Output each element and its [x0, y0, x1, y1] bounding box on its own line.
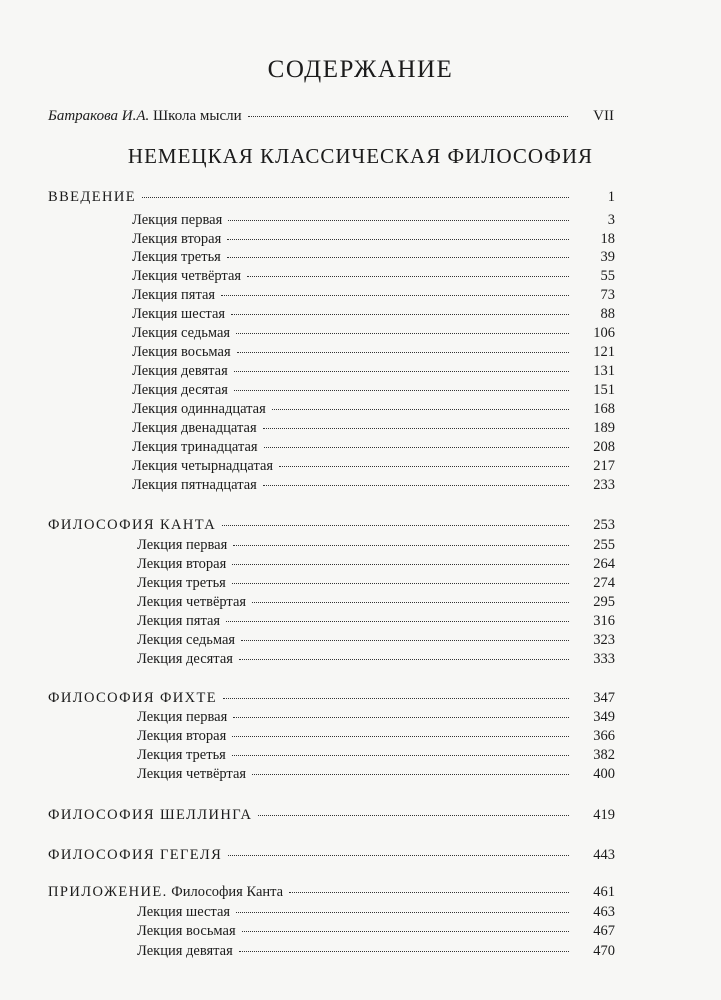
leader-dots	[227, 239, 569, 240]
toc-lecture-entry-page: 316	[593, 613, 615, 629]
toc-lecture-entry-page: 151	[593, 382, 615, 398]
toc-lecture-entry-page: 168	[593, 401, 615, 417]
leader-dots	[263, 485, 569, 486]
toc-section-entry-title: ФИЛОСОФИЯ ШЕЛЛИНГА	[48, 807, 253, 823]
leader-dots	[226, 621, 569, 622]
leader-dots	[289, 892, 569, 893]
toc-lecture-entry-label	[137, 593, 246, 611]
toc-lecture-entry-title: Лекция первая	[132, 212, 223, 228]
toc-lecture-entry	[137, 650, 615, 668]
toc-lecture-entry-label	[137, 612, 220, 630]
leader-dots	[279, 466, 569, 467]
toc-lecture-entry-title: Лекция седьмая	[137, 632, 236, 648]
toc-intro-label	[48, 107, 242, 125]
toc-lecture-entry	[137, 765, 615, 783]
toc-lecture-entry-label	[137, 574, 226, 592]
toc-lecture-entry-label	[132, 438, 258, 456]
toc-lecture-entry-title: Лекция четвёртая	[132, 268, 242, 284]
leader-dots	[272, 409, 569, 410]
toc-section-entry-title-suffix: Философия Канта	[167, 884, 284, 900]
toc-lecture-entry	[132, 476, 615, 494]
toc-lecture-entry-label	[137, 903, 230, 921]
toc-lecture-entry-page: 295	[593, 594, 615, 610]
leader-dots	[258, 815, 569, 816]
toc-lecture-entry-title: Лекция третья	[137, 575, 226, 591]
toc-lecture-entry-title: Лекция шестая	[132, 306, 226, 322]
toc-lecture-entry	[137, 708, 615, 726]
leader-dots	[237, 352, 569, 353]
toc-lecture-entry	[132, 267, 615, 285]
toc-lecture-entry-label	[137, 727, 226, 745]
leader-dots	[236, 333, 569, 334]
toc-lecture-entry	[137, 746, 615, 764]
toc-section-entry	[48, 689, 615, 707]
toc-lecture-entry	[132, 381, 615, 399]
toc-lecture-entry-title: Лекция третья	[137, 747, 226, 763]
toc-lecture-entry-label	[137, 650, 233, 668]
toc-lecture-entry-title: Лекция пятая	[132, 287, 216, 303]
toc-lecture-entry-title: Лекция первая	[137, 537, 228, 553]
leader-dots	[264, 447, 569, 448]
toc-lecture-entry-page: 274	[593, 575, 615, 591]
toc-lecture-entry-page: 467	[593, 923, 615, 939]
toc-lecture-entry-page: 470	[593, 943, 615, 959]
toc-lecture-entry-label	[132, 305, 225, 323]
toc-section-entry-page: 1	[607, 189, 615, 205]
toc-lecture-entry-label	[132, 230, 221, 248]
leader-dots	[234, 390, 569, 391]
leader-dots	[263, 428, 569, 429]
toc-lecture-entry-title: Лекция первая	[137, 709, 228, 725]
toc-intro-author: Батракова И.А.	[48, 108, 150, 124]
toc-lecture-entry-title: Лекция десятая	[137, 651, 233, 667]
toc-lecture-entry-page: 400	[593, 766, 615, 782]
toc-lecture-entry-title: Лекция третья	[132, 249, 221, 265]
toc-lecture-entry-page: 88	[600, 306, 615, 322]
toc-section-entry-page: 419	[593, 807, 615, 823]
leader-dots	[247, 276, 569, 277]
toc-section-entry-title: ВВЕДЕНИЕ	[48, 189, 136, 205]
toc-section-entry	[48, 846, 615, 864]
toc-intro-entry	[48, 107, 614, 125]
toc-section-entry-title: ПРИЛОЖЕНИЕ.	[48, 884, 168, 900]
toc-lecture-entry-page: 106	[593, 325, 615, 341]
toc-lecture-entry	[137, 922, 615, 940]
toc-section-entry	[48, 883, 615, 901]
leader-dots	[232, 755, 569, 756]
toc-section-entry-page: 347	[593, 690, 615, 706]
toc-section-entry-page: 443	[593, 847, 615, 863]
toc-lecture-entry-title: Лекция четвёртая	[137, 766, 247, 782]
toc-lecture-entry-label	[132, 476, 257, 494]
toc-section-entry-label	[48, 846, 222, 864]
toc-lecture-entry-title: Лекция четвёртая	[137, 594, 247, 610]
toc-intro-page: VII	[593, 108, 614, 124]
toc-lecture-entry	[132, 457, 615, 475]
toc-lecture-entry-page: 55	[600, 268, 615, 284]
toc-intro-text: Школа мысли	[153, 108, 242, 124]
leader-dots	[227, 257, 569, 258]
toc-lecture-entry	[132, 419, 615, 437]
toc-lecture-entry-label	[132, 419, 257, 437]
leader-dots	[242, 931, 569, 932]
leader-dots	[232, 583, 569, 584]
toc-lecture-entry-label	[132, 267, 241, 285]
toc-lecture-entry	[132, 211, 615, 229]
toc-lecture-entry-label	[137, 746, 226, 764]
leader-dots	[232, 736, 569, 737]
leader-dots	[234, 371, 569, 372]
toc-lecture-entry-title: Лекция девятая	[132, 363, 228, 379]
toc-lecture-entry-page: 463	[593, 904, 615, 920]
toc-lecture-entry	[137, 612, 615, 630]
toc-lecture-entry	[132, 400, 615, 418]
toc-lecture-entry-title: Лекция десятая	[132, 382, 228, 398]
toc-lecture-entry-label	[132, 400, 266, 418]
toc-lecture-entry-title: Лекция вторая	[137, 728, 227, 744]
toc-lecture-entry-label	[132, 211, 222, 229]
toc-lecture-entry	[137, 631, 615, 649]
page-title: СОДЕРЖАНИЕ	[267, 56, 454, 83]
toc-lecture-entry-label	[132, 324, 230, 342]
toc-section-entry-title: ФИЛОСОФИЯ КАНТА	[48, 517, 217, 533]
toc-lecture-entry	[132, 286, 615, 304]
toc-lecture-entry-title: Лекция тринадцатая	[132, 439, 258, 455]
toc-lecture-entry-label	[137, 555, 226, 573]
toc-lecture-entry-page: 382	[593, 747, 615, 763]
leader-dots	[239, 951, 569, 952]
toc-lecture-entry	[132, 248, 615, 266]
toc-lecture-entry	[132, 305, 615, 323]
toc-section-entry	[48, 516, 615, 534]
toc-lecture-entry-label	[137, 942, 233, 960]
toc-lecture-entry-page: 255	[593, 537, 615, 553]
leader-dots	[252, 602, 569, 603]
toc-section-entry-label	[48, 689, 217, 707]
toc-lecture-entry	[132, 362, 615, 380]
leader-dots	[239, 659, 569, 660]
toc-lecture-entry-label	[137, 708, 227, 726]
toc-lecture-entry-page: 121	[593, 344, 615, 360]
toc-lecture-entry-title: Лекция четырнадцатая	[132, 458, 274, 474]
toc-lecture-entry-label	[132, 457, 273, 475]
leader-dots	[233, 545, 569, 546]
toc-lecture-entry-label	[137, 536, 227, 554]
toc-lecture-entry-label	[132, 248, 221, 266]
toc-lecture-entry-title: Лекция шестая	[137, 904, 231, 920]
toc-lecture-entry-title: Лекция одиннадцатая	[132, 401, 266, 417]
toc-lecture-entry-label	[132, 362, 228, 380]
toc-lecture-entry-title: Лекция пятнадцатая	[132, 477, 257, 493]
toc-lecture-entry-page: 264	[593, 556, 615, 572]
toc-lecture-entry-page: 131	[593, 363, 615, 379]
toc-lecture-entry-title: Лекция девятая	[137, 943, 233, 959]
toc-lecture-entry-page: 366	[593, 728, 615, 744]
toc-section-entry	[48, 188, 615, 206]
toc-lecture-entry-page: 333	[593, 651, 615, 667]
toc-lecture-entry	[137, 593, 615, 611]
toc-lecture-entry	[137, 942, 615, 960]
toc-lecture-entry-page: 73	[600, 287, 615, 303]
toc-lecture-entry-label	[137, 922, 236, 940]
leader-dots	[221, 295, 569, 296]
toc-lecture-entry-title: Лекция восьмая	[132, 344, 231, 360]
leader-dots	[222, 525, 569, 526]
toc-lecture-entry-label	[137, 765, 246, 783]
toc-lecture-entry-page: 217	[593, 458, 615, 474]
leader-dots	[233, 717, 569, 718]
toc-section-entry-label	[48, 516, 216, 534]
toc-section-entry-label	[48, 806, 252, 824]
toc-lecture-entry-page: 323	[593, 632, 615, 648]
leader-dots	[241, 640, 569, 641]
toc-section-entry-page: 461	[593, 884, 615, 900]
toc-lecture-entry	[137, 903, 615, 921]
toc-lecture-entry-label	[137, 631, 235, 649]
toc-lecture-entry-title: Лекция двенадцатая	[132, 420, 257, 436]
page-subtitle: НЕМЕЦКАЯ КЛАССИЧЕСКАЯ ФИЛОСОФИЯ	[127, 144, 594, 168]
toc-section-entry-page: 253	[593, 517, 615, 533]
toc-lecture-entry	[132, 438, 615, 456]
toc-section-entry-title: ФИЛОСОФИЯ ГЕГЕЛЯ	[48, 847, 223, 863]
leader-dots	[231, 314, 569, 315]
toc-lecture-entry	[137, 574, 615, 592]
toc-lecture-entry-page: 39	[600, 249, 615, 265]
toc-lecture-entry-title: Лекция пятая	[137, 613, 221, 629]
toc-lecture-entry-title: Лекция вторая	[132, 231, 222, 247]
toc-lecture-entry-page: 233	[593, 477, 615, 493]
toc-lecture-entry	[132, 324, 615, 342]
toc-lecture-entry-page: 189	[593, 420, 615, 436]
toc-section-entry-label	[48, 883, 283, 901]
toc-lecture-entry-page: 208	[593, 439, 615, 455]
toc-lecture-entry-label	[132, 343, 231, 361]
toc-section-entry-title: ФИЛОСОФИЯ ФИХТЕ	[48, 690, 218, 706]
toc-lecture-entry	[137, 727, 615, 745]
toc-section-entry-label	[48, 188, 136, 206]
toc-lecture-entry-title: Лекция восьмая	[137, 923, 236, 939]
leader-dots	[228, 855, 569, 856]
toc-lecture-entry-page: 3	[607, 212, 615, 228]
toc-lecture-entry	[137, 536, 615, 554]
toc-lecture-entry-label	[132, 381, 228, 399]
leader-dots	[252, 774, 569, 775]
toc-lecture-entry	[132, 230, 615, 248]
toc-section-entry	[48, 806, 615, 824]
toc-lecture-entry-page: 349	[593, 709, 615, 725]
leader-dots	[142, 197, 569, 198]
leader-dots	[232, 564, 569, 565]
leader-dots	[223, 698, 569, 699]
leader-dots	[248, 116, 568, 117]
toc-lecture-entry	[137, 555, 615, 573]
leader-dots	[228, 220, 569, 221]
leader-dots	[236, 912, 569, 913]
toc-lecture-entry-title: Лекция вторая	[137, 556, 227, 572]
toc-lecture-entry-title: Лекция седьмая	[132, 325, 231, 341]
toc-lecture-entry	[132, 343, 615, 361]
toc-lecture-entry-label	[132, 286, 215, 304]
toc-lecture-entry-page: 18	[600, 231, 615, 247]
